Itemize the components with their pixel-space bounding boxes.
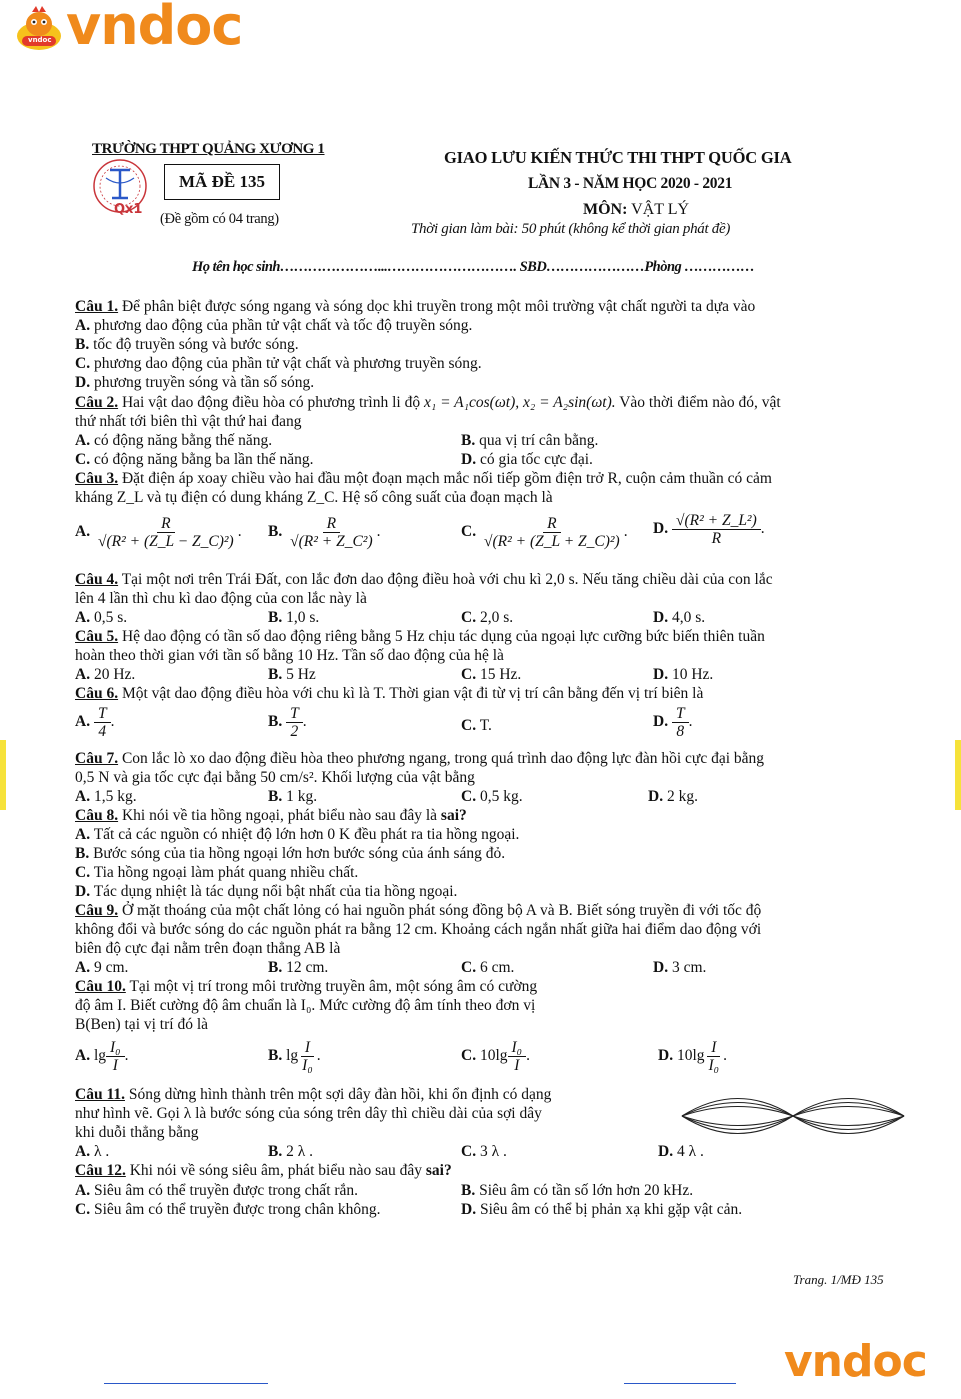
q12-emphasis: sai?: [425, 1162, 452, 1179]
pages-note: (Đề gồm có 04 trang): [160, 211, 279, 227]
q10-stem: [75, 977, 537, 996]
q8-stem: [75, 806, 467, 825]
q10-c-den: I: [514, 1057, 520, 1074]
q2-option-b: [461, 431, 598, 450]
q5-letter-a: A.: [75, 666, 91, 683]
q7-stem-cont: 0,5 N và gia tốc cực đại bằng 50 cm/s². Khối lượng của vật bằng: [75, 769, 475, 786]
q9-text-d-opt: 3 cm.: [671, 959, 707, 976]
q10-a-den: I: [112, 1057, 118, 1074]
q4-stem: [75, 570, 773, 589]
q12-text-a-opt: Siêu âm có thể truyền được trong chất rắn.: [93, 1182, 359, 1199]
q8-option-c: [75, 863, 358, 882]
q7-option-c: [461, 787, 523, 806]
q10-stem-cont: độ âm I. Biết cường độ âm chuẩn là I₀. Mức cường độ âm tính theo đơn vị: [75, 997, 536, 1014]
q2-text-a: Hai vật dao động điều hòa có phương trình li độ: [121, 394, 421, 411]
q4-text-b-opt: 1,0 s.: [286, 609, 320, 626]
exam-duration: Thời gian làm bài: 50 phút (không kể thời gian phát đề): [411, 221, 731, 237]
q9-letter-d: D.: [653, 959, 669, 976]
q10-d-fraction: [705, 1039, 724, 1074]
q4-letter-b: B.: [268, 609, 283, 626]
q8-option-d: [75, 882, 457, 901]
q5-letter-b: B.: [268, 666, 283, 683]
q10-option-a: A. lg $\frac{\text{I₀}}{I}$ .: [75, 1039, 129, 1074]
q1-letter-c: C.: [75, 355, 91, 372]
q11-stem: [75, 1085, 551, 1104]
q5-option-b: [268, 665, 316, 684]
q8-text: Khi nói về tia hồng ngoại, phát biểu nào sau đây là: [121, 807, 438, 824]
q6-stem: [75, 684, 703, 703]
q12-stem: [75, 1161, 452, 1180]
right-side-accent: [955, 740, 961, 810]
q12-text-c-opt: Siêu âm có thể truyền được trong chân không.: [93, 1201, 381, 1218]
q3-option-c: C. $\frac{R}{\text{√(R² + (Z\_L + Z\_C)²)}}$ .: [461, 515, 628, 550]
page-number: Trang. 1/MĐ 135: [793, 1272, 884, 1287]
q11-letter-a: A.: [75, 1143, 91, 1160]
q10-c-fraction: [508, 1039, 527, 1074]
q6-text: Một vật dao động điều hòa với chu kì là T. Thời gian vật đi từ vị trí cân bằng đến vị trí biên là: [121, 685, 704, 702]
q11-letter-c: C.: [461, 1143, 477, 1160]
q4-text-a: Tại một nơi trên Trái Đất, con lắc đơn dao động điều hoà với chu kì 2,0 s. Nếu tăng chiều dài của con lắc: [121, 571, 773, 588]
q5-stem: [75, 627, 765, 646]
q11-option-d: [658, 1142, 704, 1161]
q12-text: Khi nói về sóng siêu âm, phát biểu nào sau đây: [129, 1162, 422, 1179]
q9-stem-cont2: biên độ cực đại nằm trên đoạn thẳng AB là: [75, 940, 341, 957]
q9-option-d: [653, 958, 706, 977]
mascot-badge-text: vndoc: [28, 36, 52, 44]
q3-letter-c: C.: [461, 523, 477, 541]
q3-a-num: R: [157, 515, 174, 533]
q6-label: Câu 6.: [75, 685, 119, 702]
q8-text-a-opt: Tất cả các nguồn có nhiệt độ lớn hơn 0 K đều phát ra tia hồng ngoại.: [93, 826, 520, 843]
q10-d-den: I₀: [708, 1057, 720, 1074]
q8-letter-b: B.: [75, 845, 90, 862]
q3-d-num: √(R² + Z_L²): [672, 512, 761, 530]
q9-label: Câu 9.: [75, 902, 119, 919]
q1-option-c: [75, 354, 482, 373]
q10-label: Câu 10.: [75, 978, 126, 995]
q10-c-prefix: 10lg: [479, 1047, 508, 1065]
q10-a-fraction: [106, 1039, 125, 1074]
q1-option-b: [75, 335, 299, 354]
q12-letter-b: B.: [461, 1182, 476, 1199]
q1-option-d: [75, 373, 314, 392]
q4-option-b: [268, 608, 319, 627]
q7-option-a: [75, 787, 137, 806]
q8-letter-c: C.: [75, 864, 91, 881]
q3-d-den: R: [711, 530, 722, 547]
q2-letter-a: A.: [75, 432, 91, 449]
q1-label: Câu 1.: [75, 298, 119, 315]
q3-label: Câu 3.: [75, 470, 119, 487]
q3-text-a: Đặt điện áp xoay chiều vào hai đầu một đoạn mạch mắc nối tiếp gồm điện trở R, cuộn cảm thuần có cảm: [121, 470, 772, 487]
q6-letter-a: A.: [75, 713, 91, 731]
exam-title: GIAO LƯU KIẾN THỨC THI THPT QUỐC GIA: [444, 148, 792, 167]
q11-stem-cont: như hình vẽ. Gọi λ là bước sóng của sóng trên dây thì chiều dài của sợi dây: [75, 1105, 542, 1122]
q5-text-d-opt: 10 Hz.: [671, 666, 714, 683]
q12-option-c: [75, 1200, 380, 1219]
q2-stem-cont: thứ nhất tới biên thì vật thứ hai đang: [75, 413, 302, 430]
q3-c-den: √(R² + (Z_L + Z_C)²): [483, 533, 620, 550]
q10-b-fraction: [298, 1039, 317, 1074]
q12-letter-d: D.: [461, 1201, 477, 1218]
q3-b-fraction: [286, 515, 377, 550]
q6-option-d: D. $\frac{T}{8}$ .: [653, 705, 693, 740]
q9-text-a-opt: 9 cm.: [93, 959, 129, 976]
q1-letter-b: B.: [75, 336, 90, 353]
q11-option-b: [268, 1142, 313, 1161]
q7-stem: [75, 749, 764, 768]
q7-text-c-opt: 0,5 kg.: [479, 788, 523, 805]
q4-text-a-opt: 0,5 s.: [93, 609, 128, 626]
q3-a-den: √(R² + (Z_L − Z_C)²): [97, 533, 234, 550]
q8-label: Câu 8.: [75, 807, 119, 824]
q1-text-b: tốc độ truyền sóng và bước sóng.: [93, 336, 299, 353]
q12-option-a: [75, 1181, 358, 1200]
q11-option-c: [461, 1142, 507, 1161]
q12-letter-c: C.: [75, 1201, 91, 1218]
exam-subject: [583, 201, 689, 219]
q2-option-d: [461, 450, 593, 469]
exam-round: LẦN 3 - NĂM HỌC 2020 - 2021: [528, 175, 733, 192]
q11-text-b-opt: 2 λ .: [286, 1143, 313, 1160]
q7-label: Câu 7.: [75, 750, 119, 767]
q7-text-d-opt: 2 kg.: [666, 788, 698, 805]
q7-text-a-opt: 1,5 kg.: [93, 788, 137, 805]
q3-letter-b: B.: [268, 523, 283, 541]
q3-d-fraction: [672, 512, 761, 547]
q6-b-fraction: [286, 705, 303, 740]
q4-option-c: [461, 608, 513, 627]
q7-letter-c: C.: [461, 788, 477, 805]
subject-label: MÔN:: [583, 201, 628, 218]
q2-text-a-opt: có động năng bằng thế năng.: [93, 432, 273, 449]
q2-letter-b: B.: [461, 432, 476, 449]
mascot-logo: [12, 6, 66, 52]
q8-letter-a: A.: [75, 826, 91, 843]
school-logo-text: Qx1: [114, 202, 143, 217]
q10-b-num: I: [301, 1039, 314, 1057]
q9-option-c: [461, 958, 514, 977]
q7-letter-d: D.: [648, 788, 664, 805]
q6-option-b: B. $\frac{T}{2}$ .: [268, 705, 307, 740]
q3-letter-a: A.: [75, 523, 91, 541]
q6-letter-b: B.: [268, 713, 283, 731]
q9-stem-cont: không đổi và bước sóng do các nguồn phát ra bằng 12 cm. Khoảng cách ngắn nhất giữa hai điểm dao động với: [75, 921, 762, 938]
q3-c-num: R: [543, 515, 560, 533]
q4-label: Câu 4.: [75, 571, 119, 588]
q6-letter-d: D.: [653, 713, 669, 731]
q10-letter-a: A.: [75, 1047, 91, 1065]
q11-text-a-opt: λ .: [93, 1143, 110, 1160]
q9-letter-c: C.: [461, 959, 477, 976]
q10-letter-d: D.: [658, 1047, 674, 1065]
q1-stem: [75, 297, 755, 316]
q5-option-a: [75, 665, 135, 684]
q7-text-b-opt: 1 kg.: [286, 788, 318, 805]
q6-a-den: 4: [98, 723, 107, 740]
q10-a-num: I₀: [106, 1039, 125, 1057]
q8-option-b: [75, 844, 505, 863]
q10-option-b: B. lg $\frac{I}{\text{I₀}}$ .: [268, 1039, 321, 1074]
q6-d-den: 8: [676, 723, 685, 740]
footer-rule-left: [104, 1383, 268, 1384]
q5-text-b-opt: 5 Hz: [286, 666, 316, 683]
q8-text-d-opt: Tác dụng nhiệt là tác dụng nổi bật nhất của tia hồng ngoại.: [93, 883, 458, 900]
q2-text-b-opt: qua vị trí cân bằng.: [479, 432, 599, 449]
q5-option-d: [653, 665, 713, 684]
q5-text-a-opt: 20 Hz.: [93, 666, 136, 683]
q10-d-prefix: 10lg: [676, 1047, 705, 1065]
q10-b-prefix: lg: [286, 1047, 299, 1065]
q4-letter-a: A.: [75, 609, 91, 626]
q6-a-fraction: [94, 705, 111, 740]
q3-c-fraction: [480, 515, 624, 550]
q5-text-a: Hệ dao động có tần số dao động riêng bằng 5 Hz chịu tác dụng của ngoại lực cưỡng bức biến thiên tuần: [121, 628, 765, 645]
q2-formula: x₁ = A₁cos(ωt), x₂ = A₂sin(ωt).: [423, 394, 616, 411]
q10-stem-cont2: B(Ben) tại vị trí đó là: [75, 1016, 209, 1033]
q3-stem: [75, 469, 772, 488]
q9-letter-b: B.: [268, 959, 283, 976]
q7-letter-b: B.: [268, 788, 283, 805]
q2-text-b: Vào thời điểm nào đó, vật: [619, 394, 781, 411]
student-info-line: Họ tên học sinh…………………...………………………. SBD…………………Phòng ……………: [192, 259, 755, 275]
q1-letter-a: A.: [75, 317, 91, 334]
school-logo: [88, 158, 158, 220]
q4-option-a: [75, 608, 127, 627]
q10-option-d: D. 10lg $\frac{I}{\text{I₀}}$ .: [658, 1039, 727, 1074]
q4-letter-c: C.: [461, 609, 477, 626]
q1-option-a: [75, 316, 472, 335]
q10-text-a: Tại một vị trí trong môi trường truyền âm, một sóng âm có cường: [129, 978, 538, 995]
q11-text-d-opt: 4 λ .: [676, 1143, 704, 1160]
q10-a-prefix: lg: [93, 1047, 107, 1065]
q11-option-a: [75, 1142, 109, 1161]
q6-a-num: T: [94, 705, 111, 723]
exam-code: MÃ ĐỀ 135: [179, 172, 265, 191]
q3-b-den: √(R² + Z_C²): [290, 533, 373, 550]
q11-label: Câu 11.: [75, 1086, 125, 1103]
q10-d-num: I: [707, 1039, 720, 1057]
footer-brand-logo[interactable]: vndoc: [784, 1336, 927, 1387]
q8-emphasis: sai?: [440, 807, 467, 824]
q8-option-a: [75, 825, 519, 844]
q5-label: Câu 5.: [75, 628, 119, 645]
q5-text-c-opt: 15 Hz.: [479, 666, 522, 683]
q9-option-a: [75, 958, 128, 977]
exam-code-box: [164, 164, 280, 200]
q9-letter-a: A.: [75, 959, 91, 976]
q1-text: Để phân biệt được sóng ngang và sóng dọc khi truyền trong một môi trường vật chất người ta dựa vào: [121, 298, 756, 315]
q6-text-c-opt: T.: [479, 717, 492, 734]
q5-stem-cont: hoàn theo thời gian với tần số bằng 10 Hz. Tần số dao động của hệ là: [75, 647, 504, 664]
q9-text-c-opt: 6 cm.: [479, 959, 515, 976]
q11-text-a: Sóng dừng hình thành trên một sợi dây đàn hồi, khi ổn định có dạng: [128, 1086, 552, 1103]
q2-stem: [75, 393, 781, 412]
q10-b-den: I₀: [302, 1057, 313, 1074]
q3-option-d: D. $\frac{\text{√(R² + Z\_L²)}}{R}$ .: [653, 512, 765, 547]
q3-letter-d: D.: [653, 520, 669, 538]
q7-option-d: [648, 787, 698, 806]
q9-stem: [75, 901, 761, 920]
q11-letter-b: B.: [268, 1143, 283, 1160]
q2-option-c: [75, 450, 313, 469]
q4-option-d: [653, 608, 705, 627]
q3-b-num: R: [323, 515, 340, 533]
q6-d-num: T: [672, 705, 689, 723]
q12-option-b: [461, 1181, 693, 1200]
q1-text-a: phương dao động của phần tử vật chất và tốc độ truyền sóng.: [93, 317, 473, 334]
q3-option-a: A. $\frac{R}{\text{√(R² + (Z\_L − Z\_C)²)}}$ .: [75, 515, 242, 550]
q6-b-den: 2: [290, 723, 299, 740]
q1-text-d: phương truyền sóng và tần số sóng.: [93, 374, 315, 391]
q12-option-d: [461, 1200, 742, 1219]
q1-letter-d: D.: [75, 374, 91, 391]
brand-logo[interactable]: vndoc: [66, 0, 243, 57]
q10-letter-b: B.: [268, 1047, 283, 1065]
q4-letter-d: D.: [653, 609, 669, 626]
q3-stem-cont: kháng Z_L và tụ điện có dung kháng Z_C. Hệ số công suất của đoạn mạch là: [75, 489, 553, 506]
q7-letter-a: A.: [75, 788, 91, 805]
q10-option-c: C. 10lg $\frac{\text{I₀}}{I}$ .: [461, 1039, 530, 1074]
q2-text-d-opt: có gia tốc cực đại.: [479, 451, 593, 468]
q7-text-a: Con lắc lò xo dao động điều hòa theo phương ngang, trong quá trình dao động lực đàn hồi cực đại bằng: [121, 750, 765, 767]
q4-stem-cont: lên 4 lần thì chu kì dao động của con lắc này là: [75, 590, 367, 607]
school-name: TRƯỜNG THPT QUẢNG XƯƠNG 1: [92, 141, 325, 157]
q11-letter-d: D.: [658, 1143, 674, 1160]
standing-wave-figure: [678, 1081, 908, 1151]
q5-letter-d: D.: [653, 666, 669, 683]
footer-rule-right: [624, 1383, 736, 1384]
q12-letter-a: A.: [75, 1182, 91, 1199]
q6-d-fraction: [672, 705, 689, 740]
q6-b-num: T: [286, 705, 303, 723]
q10-letter-c: C.: [461, 1047, 477, 1065]
q1-text-c: phương dao động của phần tử vật chất và phương truyền sóng.: [93, 355, 482, 372]
q12-label: Câu 12.: [75, 1162, 126, 1179]
q9-option-b: [268, 958, 328, 977]
q3-a-fraction: [94, 515, 238, 550]
q12-text-b-opt: Siêu âm có tần số lớn hơn 20 kHz.: [479, 1182, 694, 1199]
q6-option-a: A. $\frac{T}{4}$ .: [75, 705, 115, 740]
q8-text-b-opt: Bước sóng của tia hồng ngoại lớn hơn bước sóng của ánh sáng đỏ.: [93, 845, 506, 862]
q9-text-a: Ở mặt thoáng của một chất lỏng có hai nguồn phát sóng đồng bộ A và B. Biết sóng truyền đi với tốc độ: [121, 902, 762, 919]
q10-c-num: I₀: [508, 1039, 527, 1057]
q7-option-b: [268, 787, 317, 806]
q6-option-c: [461, 716, 492, 735]
q5-letter-c: C.: [461, 666, 477, 683]
q9-text-b-opt: 12 cm.: [286, 959, 329, 976]
q2-option-a: [75, 431, 272, 450]
left-side-accent: [0, 740, 6, 810]
q6-letter-c: C.: [461, 717, 477, 734]
subject-name: VẬT LÝ: [631, 201, 690, 218]
q2-letter-d: D.: [461, 451, 477, 468]
q2-label: Câu 2.: [75, 394, 119, 411]
q8-text-c-opt: Tia hồng ngoại làm phát quang nhiều chất.: [93, 864, 359, 881]
q8-letter-d: D.: [75, 883, 91, 900]
q4-text-d-opt: 4,0 s.: [671, 609, 706, 626]
q2-text-c-opt: có động năng bằng ba lần thế năng.: [93, 451, 314, 468]
q4-text-c-opt: 2,0 s.: [479, 609, 514, 626]
q11-text-c-opt: 3 λ .: [479, 1143, 507, 1160]
q11-stem-cont2: khi duỗi thẳng bằng: [75, 1124, 199, 1141]
q5-option-c: [461, 665, 521, 684]
q2-letter-c: C.: [75, 451, 91, 468]
q12-text-d-opt: Siêu âm có thể bị phản xạ khi gặp vật cản.: [479, 1201, 743, 1218]
q3-option-b: B. $\frac{R}{\text{√(R² + Z\_C²)}}$ .: [268, 515, 381, 550]
